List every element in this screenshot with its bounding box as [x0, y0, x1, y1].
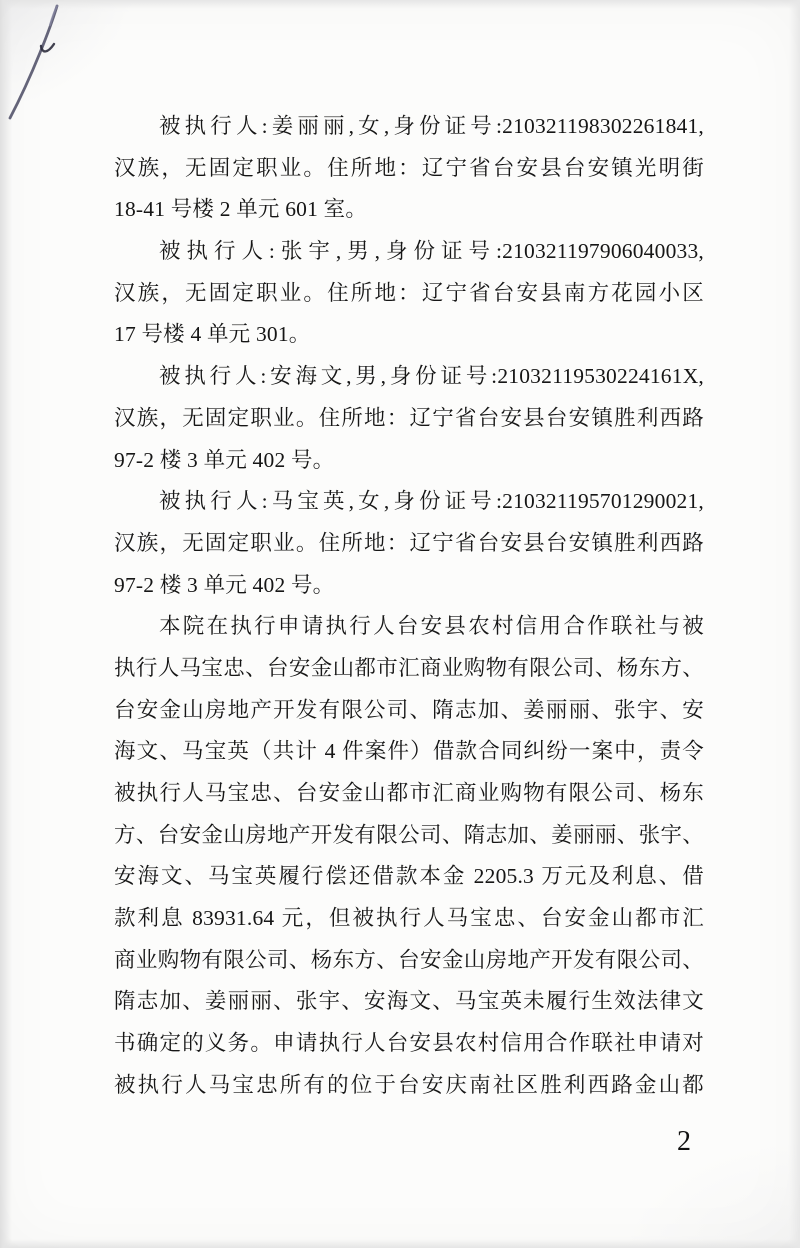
text-line: 17 号楼 4 单元 301。 — [114, 322, 311, 347]
text-line: 18-41 号楼 2 单元 601 室。 — [114, 197, 368, 222]
text-line: 汉族，无固定职业。住所地：辽宁省台安县台安镇胜利西路 — [114, 530, 704, 555]
text-line: 97-2 楼 3 单元 402 号。 — [114, 447, 335, 472]
text-line: 被执行人:安海文,男,身份证号:21032119530224161X, — [159, 364, 704, 389]
text-line: 被执行人马宝忠所有的位于台安庆南社区胜利西路金山都 — [114, 1072, 704, 1097]
text-line: 本院在执行申请执行人台安县农村信用合作联社与被 — [159, 614, 704, 639]
text-line: 隋志加、姜丽丽、张宇、安海文、马宝英未履行生效法律文 — [114, 989, 704, 1014]
text-line: 被执行人:张宇,男,身份证号:210321197906040033, — [159, 239, 704, 264]
text-line: 安海文、马宝英履行偿还借款本金 2205.3 万元及利息、借 — [114, 864, 704, 889]
pen-mark-icon — [0, 0, 75, 140]
text-line: 书确定的义务。申请执行人台安县农村信用合作联社申请对 — [114, 1031, 704, 1056]
text-line: 执行人马宝忠、台安金山都市汇商业购物有限公司、杨东方、 — [114, 655, 704, 680]
text-line: 97-2 楼 3 单元 402 号。 — [114, 572, 335, 597]
text-line: 汉族，无固定职业。住所地：辽宁省台安县台安镇胜利西路 — [114, 405, 704, 430]
page-number: 2 — [677, 1126, 691, 1157]
text-line: 汉族，无固定职业。住所地：辽宁省台安县台安镇光明街 — [114, 155, 704, 180]
text-line: 汉族，无固定职业。住所地：辽宁省台安县南方花园小区 — [114, 280, 704, 305]
text-line: 海文、马宝英（共计 4 件案件）借款合同纠纷一案中，责令 — [114, 739, 704, 764]
text-line: 商业购物有限公司、杨东方、台安金山房地产开发有限公司、 — [114, 947, 704, 972]
text-line: 被执行人马宝忠、台安金山都市汇商业购物有限公司、杨东 — [114, 781, 704, 805]
document-body — [114, 106, 704, 1107]
text-line: 方、台安金山房地产开发有限公司、隋志加、姜丽丽、张宇、 — [114, 822, 704, 847]
text-line: 被执行人:姜丽丽,女,身份证号:210321198302261841, — [159, 114, 704, 138]
text-line: 款利息 83931.64 元，但被执行人马宝忠、台安金山都市汇 — [114, 906, 704, 931]
text-line: 台安金山房地产开发有限公司、隋志加、姜丽丽、张宇、安 — [114, 697, 704, 722]
text-line: 被执行人:马宝英,女,身份证号:210321195701290021, — [159, 489, 704, 514]
